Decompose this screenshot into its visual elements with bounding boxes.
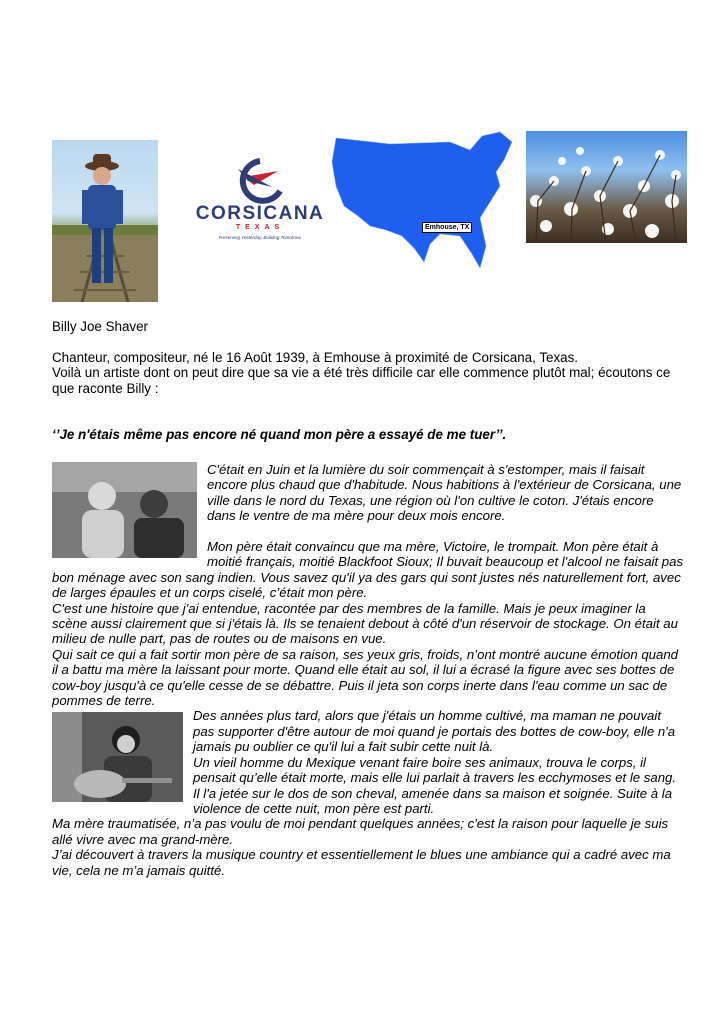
photo-cotton-field <box>526 131 687 243</box>
intro <box>52 350 677 396</box>
photo-guitar-player <box>52 712 183 802</box>
map-label: Emhouse, TX <box>422 222 472 233</box>
story-paragraph: Qui sait ce qui a fait sortir mon père de sa raison, ses yeux gris, froids, n’ont montré aucune émotion quand il a battu ma mère la laissant pour morte. Quand elle était au sol, il lui a écrasé la figure avec ses bottes de cow-boy jusqu'à ce qu'elle cesse de se débattre. Puis il jeta son corps inerte dans l'eau comme un sac de pommes de terre. <box>52 646 679 709</box>
usa-map <box>330 126 516 276</box>
story-paragraph: Mon père était convaincu que ma mère, Victoire, le trompait. Mon père était à moitié français, moitié Blackfoot Sioux; Il buvait beaucoup et l'alcool ne faisait pas bon ménage avec son sang indien. Vous savez qu'il ya des gars qui sont justes nés naturellement fort, avec de larges épaules et un corps ciselé, c’était mon père. <box>52 539 684 601</box>
intro-line: Chanteur, compositeur, né le 16 Août 1939, à Emhouse à proximité de Corsicana, Texas. <box>52 350 579 365</box>
logo-name: CORSICANA <box>195 203 325 224</box>
story-paragraph: C'est une histoire que j'ai entendue, racontée par des membres de la famille. Mais je peux imaginer la scène aussi clairement que si j'étais là. Ils se tenaient debout à côté d'un réservoir de stockage. On était au milieu de nulle part, pas de routes ou de maisons en vue. <box>52 600 678 647</box>
story <box>52 462 684 878</box>
story-paragraph: Un vieil homme du Mexique venant faire boire ses animaux, trouva le corps, il pensait qu’elle était morte, mais elle lui parlait à travers les ecchymoses et le sang. Il l'a jetée sur le dos de son cheval, amenée dans sa maison et soignée. Suite à la violence de cette nuit, mon père est parti. <box>193 754 677 816</box>
logo-sub: TEXAS <box>235 224 285 231</box>
logo-tagline: Preserving Yesterday, Building Tomorrow. <box>218 235 302 240</box>
story-paragraph: C'était en Juin et la lumière du soir commençait à s'estomper, mais il faisait encore plus chaud que d'habitude. Nous habitions à l'extérieur de Corsicana, une ville dans le nord du Texas, une région où l'on cultive le coton. J'étais encore dans le ventre de ma mère pour deux mois encore. <box>207 462 682 524</box>
photo-family <box>52 462 197 558</box>
quote: ‘’Je n'étais même pas encore né quand mon père a essayé de me tuer’’. <box>52 427 507 442</box>
person-name: Billy Joe Shaver <box>52 319 149 334</box>
intro-line: Voilà un artiste dont on peut dire que sa vie a été très difficile car elle commence plutôt mal; écoutons ce que raconte Billy : <box>52 365 671 396</box>
story-paragraph: Ma mère traumatisée, n’a pas voulu de moi pendant quelques années; c'est la raison pour laquelle je suis allé vivre avec ma grand-mère. <box>52 816 669 847</box>
story-paragraph: J’ai découvert à travers la musique country et essentiellement le blues une ambiance qui a cadré avec ma vie, cela ne m’a jamais quitté. <box>52 847 671 878</box>
story-paragraph: Des années plus tard, alors que j'étais un homme cultivé, ma maman ne pouvait pas supporter d'être autour de moi quand je portais des bottes de cow-boy, elle n'a jamais pu oublier ce qu'il lui a fait subir cette nuit là. <box>193 708 676 755</box>
photo-billy-joe-shaver <box>52 140 158 302</box>
corsicana-logo <box>186 157 334 247</box>
